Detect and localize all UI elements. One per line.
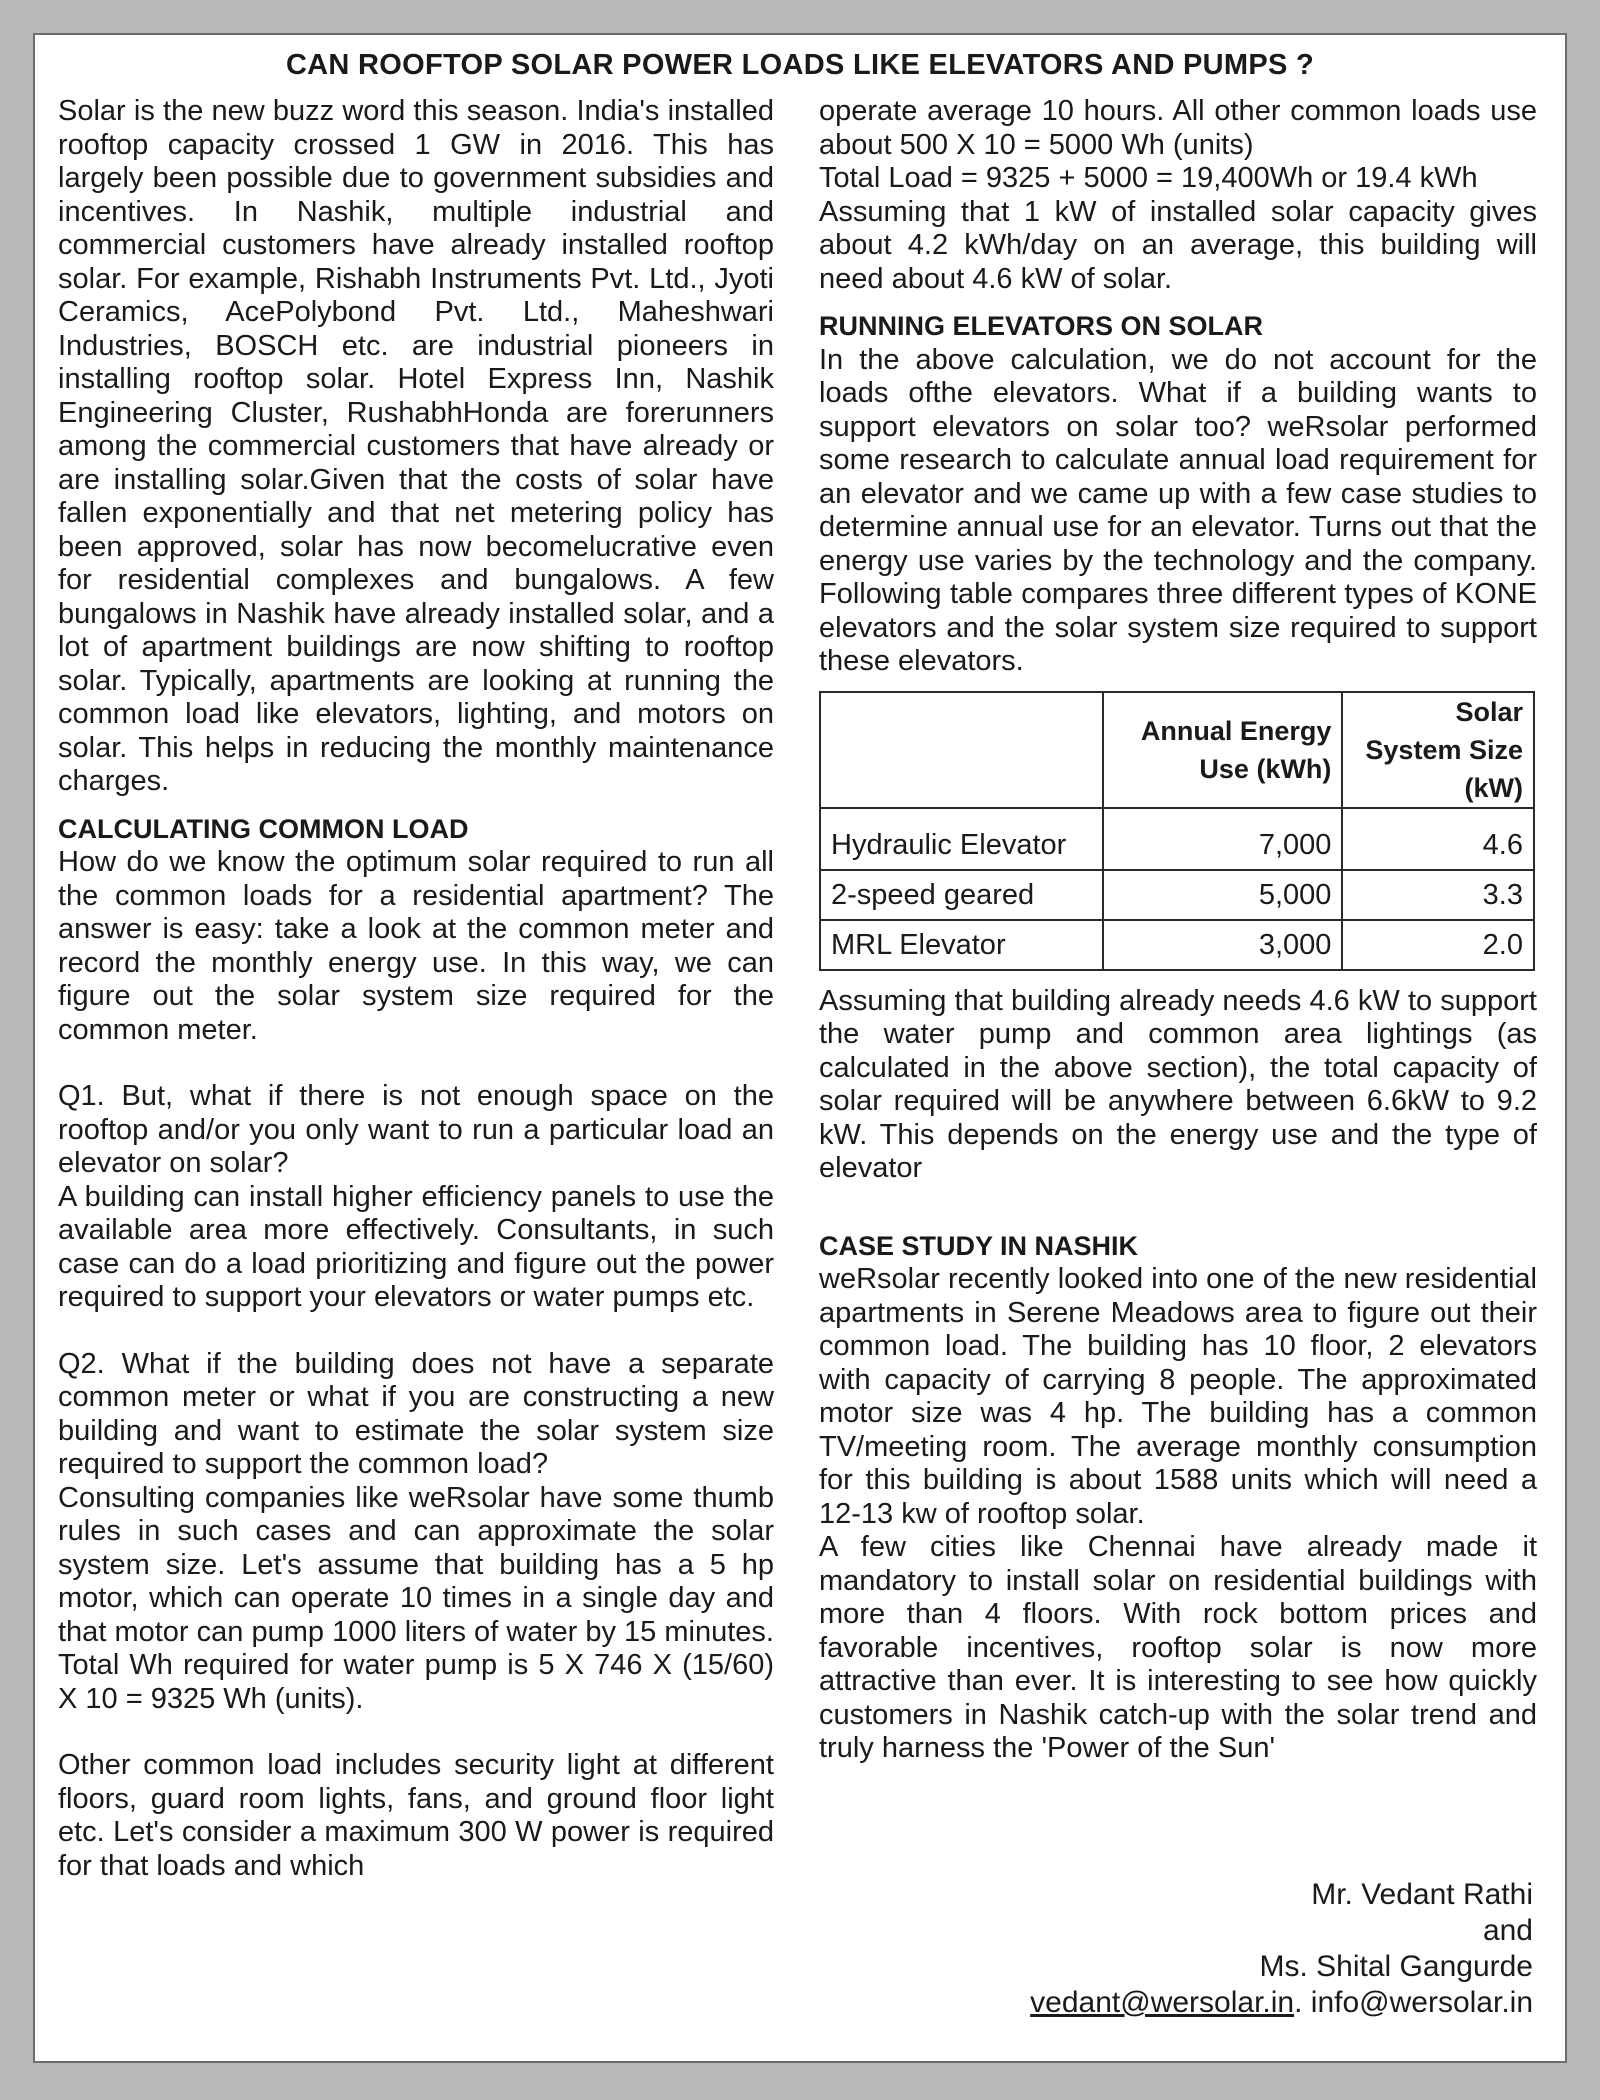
other-load-paragraph: Other common load includes security light at different floors, guard room lights, fans, and ground floor light etc. Let's consider a maximum 300 W power is required for that loads and which: [58, 1749, 774, 1882]
question-1: Q1. But, what if there is not enough space on the rooftop and/or you only want to run a particular load an elevator on solar?: [58, 1080, 774, 1179]
table-header-cell: [820, 692, 1103, 808]
after-table-paragraph: Assuming that building already needs 4.6 kW to support the water pump and common area lightings (as calculated in the above section), the total capacity of solar required will be anywhere between 6.6kW to 9.2 kW. This depends on the energy use and the type of elevator: [819, 984, 1537, 1184]
closing-paragraph: A few cities like Chennai have already made it mandatory to install solar on residential buildings with more than 4 floors. With rock bottom prices and favorable incentives, rooftop solar is now more attractive than ever. It is interesting to see how quickly customers in Nashik catch-up with the solar trend and truly harness the 'Power of the Sun': [819, 1531, 1537, 1764]
author-signature: [1030, 1877, 1533, 2021]
author-conjunction: and: [1482, 1914, 1533, 1947]
table-row: [820, 920, 1534, 970]
table-cell-type: Hydraulic Elevator: [820, 808, 1103, 870]
table-header-cell: Annual Energy Use (kWh): [1103, 692, 1342, 808]
left-column: [58, 95, 774, 1883]
table-cell-size: 2.0: [1342, 920, 1534, 970]
author-name-1: Mr. Vedant Rathi: [1311, 1878, 1533, 1911]
table-row: [820, 870, 1534, 920]
article-page: [33, 33, 1567, 2063]
contact-line: [1030, 1985, 1533, 2021]
answer-1: A building can install higher efficiency panels to use the available area more effectively. Consultants, in such case can do a load prioritizing and figure out the power required to support your elevators or water pumps etc.: [58, 1180, 774, 1313]
right-column: [819, 95, 1537, 1766]
table-cell-size: 3.3: [1342, 870, 1534, 920]
table-cell-energy: 5,000: [1103, 870, 1342, 920]
table-cell-energy: 3,000: [1103, 920, 1342, 970]
email-link-vedant[interactable]: vedant@wersolar.in: [1030, 1986, 1295, 2019]
elevator-energy-table: [819, 691, 1535, 971]
section-heading-case-study: CASE STUDY IN NASHIK: [819, 1230, 1139, 1261]
common-load-paragraph: How do we know the optimum solar required to run all the common loads for a residential apartment? The answer is easy: take a look at the common meter and record the monthly energy use. In this way, we can figure out the solar system size required for the common meter.: [58, 846, 774, 1046]
contact-separator: .: [1294, 1986, 1303, 2019]
intro-paragraph: Solar is the new buzz word this season. India's installed rooftop capacity crossed 1 GW in 2016. This has largely been possible due to government subsidies and incentives. In Nashik, multiple industrial and commercial customers have already installed rooftop solar. For example, Rishabh Instruments Pvt. Ltd., Jyoti Ceramics, AcePolybond Pvt. Ltd., Maheshwari Industries, BOSCH etc. are industrial pioneers in installing rooftop solar. Hotel Express Inn, Nashik Engineering Cluster, RushabhHonda are forerunners among the commercial customers that have already or are installing solar.Given that the costs of solar have fallen exponentially and that net metering policy has been approved, solar has now becomelucrative even for residential complexes and bungalows. A few bungalows in Nashik have already installed solar, and a lot of apartment buildings are now shifting to rooftop solar. Typically, apartments are looking at running the common load like elevators, lighting, and motors on solar. This helps in reducing the monthly maintenance charges.: [58, 95, 774, 797]
article-title: CAN ROOFTOP SOLAR POWER LOADS LIKE ELEVATORS AND PUMPS ?: [285, 49, 1315, 81]
answer-2: Consulting companies like weRsolar have some thumb rules in such cases and can approximate the solar system size. Let's assume that building has a 5 hp motor, which can operate 10 times in a single day and that motor can pump 1000 liters of water by 15 minutes. Total Wh required for water pump is 5 X 746 X (15/60) X 10 = 9325 Wh (units).: [58, 1481, 774, 1715]
section-heading-elevators: RUNNING ELEVATORS ON SOLAR: [819, 311, 1264, 341]
table-cell-size: 4.6: [1342, 808, 1534, 870]
assumption-paragraph: Assuming that 1 kW of installed solar capacity gives about 4.2 kWh/day on an average, this building will need about 4.6 kW of solar.: [819, 195, 1537, 295]
table-row: [820, 808, 1534, 870]
table-cell-energy: 7,000: [1103, 808, 1342, 870]
elevators-paragraph: In the above calculation, we do not account for the loads ofthe elevators. What if a building wants to support elevators on solar too? weRsolar performed some research to calculate annual load requirement for an elevator and we came up with a few case studies to determine annual use for an elevator. Turns out that the energy use varies by the technology and the company. Following table compares three different types of KONE elevators and the solar system size required to support these elevators.: [819, 343, 1537, 677]
continued-paragraph: operate average 10 hours. All other common loads use about 500 X 10 = 5000 Wh (units): [819, 95, 1537, 161]
section-heading-common-load: CALCULATING COMMON LOAD: [58, 813, 469, 844]
total-load-line: Total Load = 9325 + 5000 = 19,400Wh or 19.4 kWh: [819, 162, 1478, 194]
table-cell-type: 2-speed geared: [820, 870, 1103, 920]
case-study-paragraph: weRsolar recently looked into one of the new residential apartments in Serene Meadows area to figure out their common load. The building has 10 floor, 2 elevators with capacity of carrying 8 people. The approximated motor size was 4 hp. The building has a common TV/meeting room. The average monthly consumption for this building is about 1588 units which will need a 12-13 kw of rooftop solar.: [819, 1263, 1537, 1530]
email-info: info@wersolar.in: [1310, 1986, 1533, 2019]
table-header-row: [820, 692, 1534, 808]
question-2: Q2. What if the building does not have a separate common meter or what if you are constructing a new building and want to estimate the solar system size required to support the common load?: [58, 1347, 774, 1480]
author-name-2: Ms. Shital Gangurde: [1259, 1950, 1533, 1983]
table-header-cell: Solar System Size (kW): [1342, 692, 1534, 808]
table-cell-type: MRL Elevator: [820, 920, 1103, 970]
